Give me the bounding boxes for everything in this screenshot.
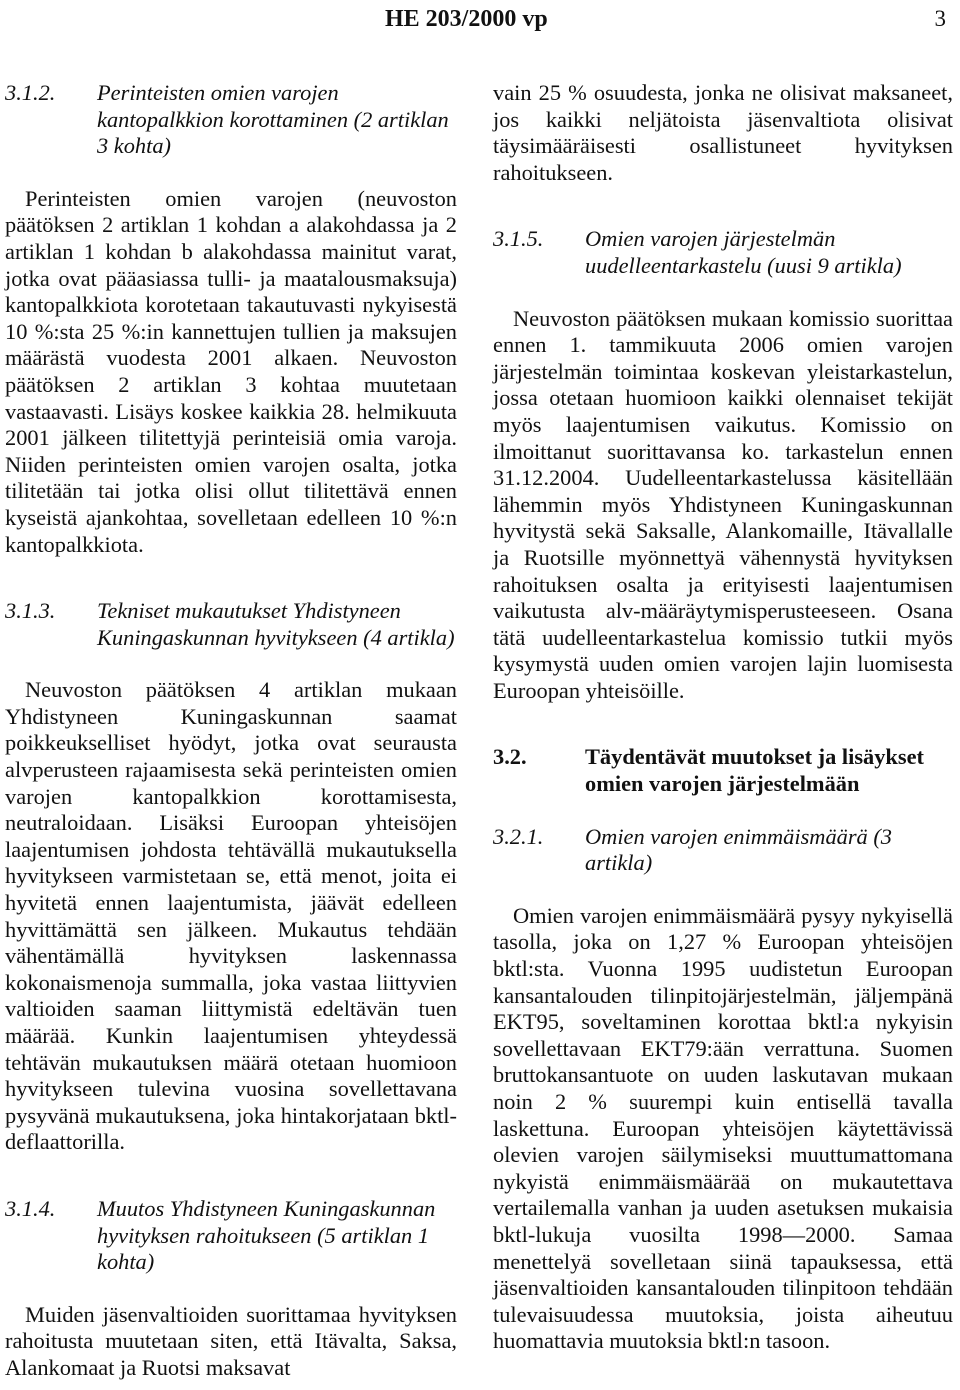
section-number: 3.2.1. xyxy=(493,823,544,849)
section-body-3-1-3: Neuvoston päätöksen 4 artiklan mukaan Yhdistyneen Kuningaskunnan saamat poikkeukselliset hyödyt, jotka ovat seurausta alvperusteen rajaamisesta sekä perinteisten omien varojen kantopalkkion korottamisesta, neutraloidaan. Lisäksi Euroopan yhteisöjen laajentumisen johdosta tehtävällä mukautuksella hyvitykseen varmistetaan se, että menot, joita ei hyvitetä ennen laajentumista, jäävät edelleen hyvittämättä sen jälkeen. Mukautus tehdään vähentämällä hyvityksen laskennassa kokonaismenoja summalla, joka vastaa liittyvien valtioiden saaman liittymistä edeltävän tuen määrää. Kunkin laajentumisen yhteydessä tehtävän mukautuksen määrä otetaan huomioon hyvitykseen tulevina vuosina sovellettavana pysyvänä mukautuksena, joka hintakorjataan bktl-deflaattorilla. xyxy=(5,677,457,1155)
section-heading-3-2 xyxy=(493,744,953,797)
right-column xyxy=(493,80,953,1355)
continuation-text: vain 25 % osuudesta, jonka ne olisivat maksaneet, jos kaikki neljätoista jäsenvaltiota olisivat täysimääräisesti osallistuneet hyvityksen rahoitukseen. xyxy=(493,80,953,185)
document-id: HE 203/2000 vp xyxy=(385,6,548,32)
section-title: Muutos Yhdistyneen Kuningaskunnan hyvityksen rahoitukseen (5 artiklan 1 kohta) xyxy=(97,1195,436,1275)
section-heading-3-1-4 xyxy=(5,1196,457,1276)
section-number: 3.1.2. xyxy=(5,80,56,105)
section-number: 3.1.3. xyxy=(5,598,56,624)
section-body-3-1-4: Muiden jäsenvaltioiden suorittamaa hyvityksen rahoitusta muutetaan siten, että Itävalta, Saksa, Alankomaat ja Ruotsi maksavat xyxy=(5,1301,457,1380)
section-number: 3.1.4. xyxy=(5,1195,56,1221)
section-body-3-1-2: Perinteisten omien varojen (neuvoston päätöksen 2 artiklan 1 kohdan a alakohdassa ja 2 artiklan 1 kohdan b alakohdassa mainitut varat, jotka ovat pääasiassa tulli- ja maatalousmaksuja) kantopalkkiota korotetaan takautuvasti nykyisestä 10 %:sta 25 %:in kannettujen tullien ja maksujen määrästä vuodesta 2001 alkaen. Neuvoston päätöksen 2 artiklan 3 kohtaa muutetaan vastaavasti. Lisäys koskee kaikkia 28. helmikuuta 2001 jälkeen tilitettyjä perinteisiä omia varoja. Niiden perinteisten omien varojen osalta, jotka tilitetään tai jotka olisi ollut tilitettävä ennen kyseistä ajankohtaa, sovelletaan edelleen 10 %:n kantopalkkiota. xyxy=(5,185,457,557)
section-title: Täydentävät muutokset ja lisäykset omien varojen järjestelmään xyxy=(585,744,924,797)
section-body-3-1-5: Neuvoston päätöksen mukaan komissio suorittaa ennen 1. tammikuuta 2006 omien varojen järjestelmän toimintaa koskevan yleistarkastelun, jossa otetaan huomioon kaikki olennaiset tekijät myös laajentumisen vaikutus. Komissio on ilmoittanut suorittavansa ko. tarkastelun ennen 31.12.2004. Uudelleentarkastelussa käsitellään lähemmin myös Yhdistyneen Kuningaskunnan hyvitystä sekä Saksalle, Alankomaille, Itävallalle ja Ruotsille myönnettyä vähennystä hyvityksen rahoituksen osalta ja erityisesti laajentumisen vaikutusta alv-määräytymisperusteeseen. Osana tätä uudelleentarkastelua komissio tutkii myös kysymystä uuden omien varojen lajin luomisesta Euroopan yhteisöille. xyxy=(493,305,953,703)
page-header xyxy=(0,4,960,34)
left-column xyxy=(5,80,457,1382)
page-number: 3 xyxy=(934,6,946,31)
section-title: Tekniset mukautukset Yhdistyneen Kuningaskunnan hyvitykseen (4 artikla) xyxy=(97,598,455,650)
section-title: Omien varojen järjestelmän uudelleentarkastelu (uusi 9 artikla) xyxy=(585,226,902,278)
section-heading-3-2-1 xyxy=(493,824,953,877)
section-body-3-2-1: Omien varojen enimmäismäärä pysyy nykyisellä tasolla, joka on 1,27 % Euroopan yhteisöjen bktl:sta. Vuonna 1995 uudistetun Euroopan kansantalouden tilinpitojärjestelmän, jäljempänä EKT95, soveltaminen korottaa bktl:a nykyisin sovellettavaan EKT79:ään verrattuna. Suomen bruttokansantuote on uuden laskutavan mukaan noin 2 % suurempi kuin entisellä tavalla laskettuna. Euroopan yhteisöjen käytettävissä olevien varojen säilymiseksi muuttumattomana nykyistä enimmäismäärää on mukautettava vertailemalla vanhan ja uuden asetuksen mukaisia bktl-lukuja vuosilta 1998—2000. Samaa menettelyä sovelletaan siinä tapauksessa, että jäsenvaltioiden kansantalouden tilinpitoon tehdään tulevaisuudessa muutoksia, joista aiheutuu huomattavia muutoksia bktl:n tasoon. xyxy=(493,902,953,1354)
section-number: 3.1.5. xyxy=(493,226,544,252)
section-heading-3-1-5 xyxy=(493,226,953,279)
section-title: Perinteisten omien varojen kantopalkkion korottaminen (2 artiklan 3 kohta) xyxy=(97,80,449,159)
section-number: 3.2. xyxy=(493,744,527,770)
section-heading-3-1-2 xyxy=(5,80,457,160)
section-heading-3-1-3 xyxy=(5,598,457,651)
section-title: Omien varojen enimmäismäärä (3 artikla) xyxy=(585,823,892,876)
